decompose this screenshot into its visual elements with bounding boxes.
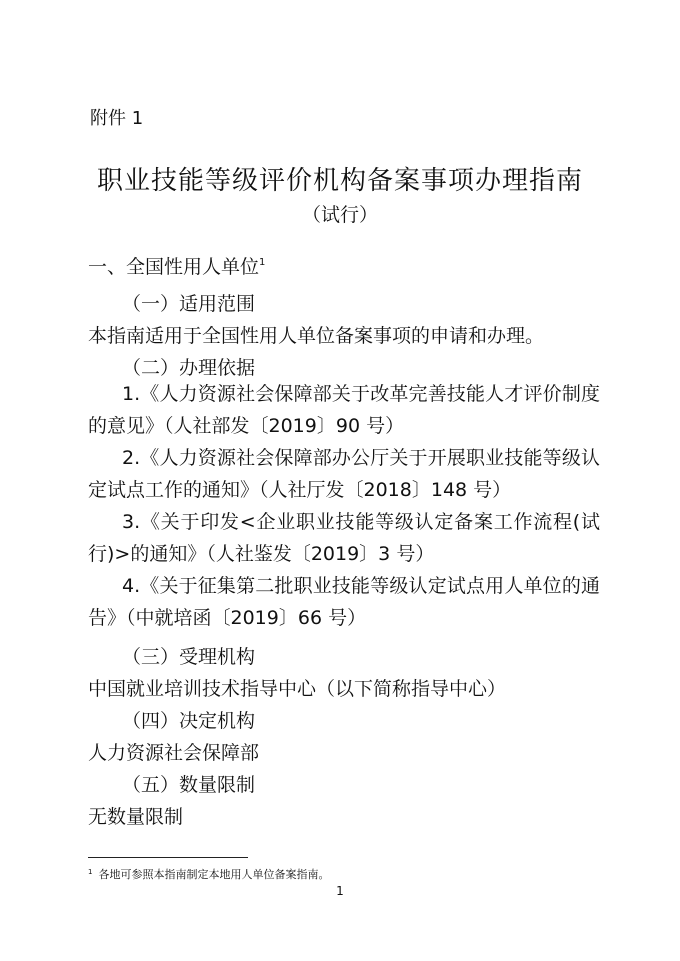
basis-item-4: 4.《关于征集第二批职业技能等级认定试点用人单位的通告》（中就培函〔2019〕66 号） — [88, 575, 600, 629]
section-heading-text: 一、全国性用人单位 — [88, 256, 260, 278]
page-number: 1 — [336, 884, 344, 898]
basis-item-2: 2.《人力资源社会保障部办公厅关于开展职业技能等级认定试点工作的通知》（人社厅发〔2018〕148 号） — [88, 447, 600, 501]
footnote-text: 各地可参照本指南制定本地用人单位备案指南。 — [98, 868, 330, 881]
limit-text: 无数量限制 — [88, 806, 184, 828]
basis-item-1: 1.《人力资源社会保障部关于改革完善技能人才评价制度的意见》（人社部发〔2019〕90 号） — [88, 383, 600, 437]
attachment-label: 附件 1 — [90, 108, 144, 129]
footnote-marker: 1 — [88, 868, 93, 876]
footnote-divider — [88, 857, 248, 858]
footnote — [88, 866, 329, 882]
section-heading — [88, 252, 600, 279]
limit-heading: （五）数量限制 — [122, 774, 256, 796]
basis-heading: （二）办理依据 — [122, 357, 256, 379]
deciding-text: 人力资源社会保障部 — [88, 742, 260, 764]
footnote-reference: 1 — [259, 257, 266, 268]
scope-text: 本指南适用于全国性用人单位备案事项的申请和办理。 — [88, 325, 545, 347]
document-title: 职业技能等级评价机构备案事项办理指南 — [96, 166, 583, 196]
document-subtitle: （试行） — [301, 204, 378, 226]
scope-heading: （一）适用范围 — [122, 293, 256, 315]
accepting-text: 中国就业培训技术指导中心（以下简称指导中心） — [88, 678, 507, 700]
accepting-heading: （三）受理机构 — [122, 646, 256, 668]
basis-item-3: 3.《关于印发<企业职业技能等级认定备案工作流程(试行)>的通知》（人社鉴发〔2019〕3 号） — [88, 511, 600, 565]
deciding-heading: （四）决定机构 — [122, 710, 256, 732]
